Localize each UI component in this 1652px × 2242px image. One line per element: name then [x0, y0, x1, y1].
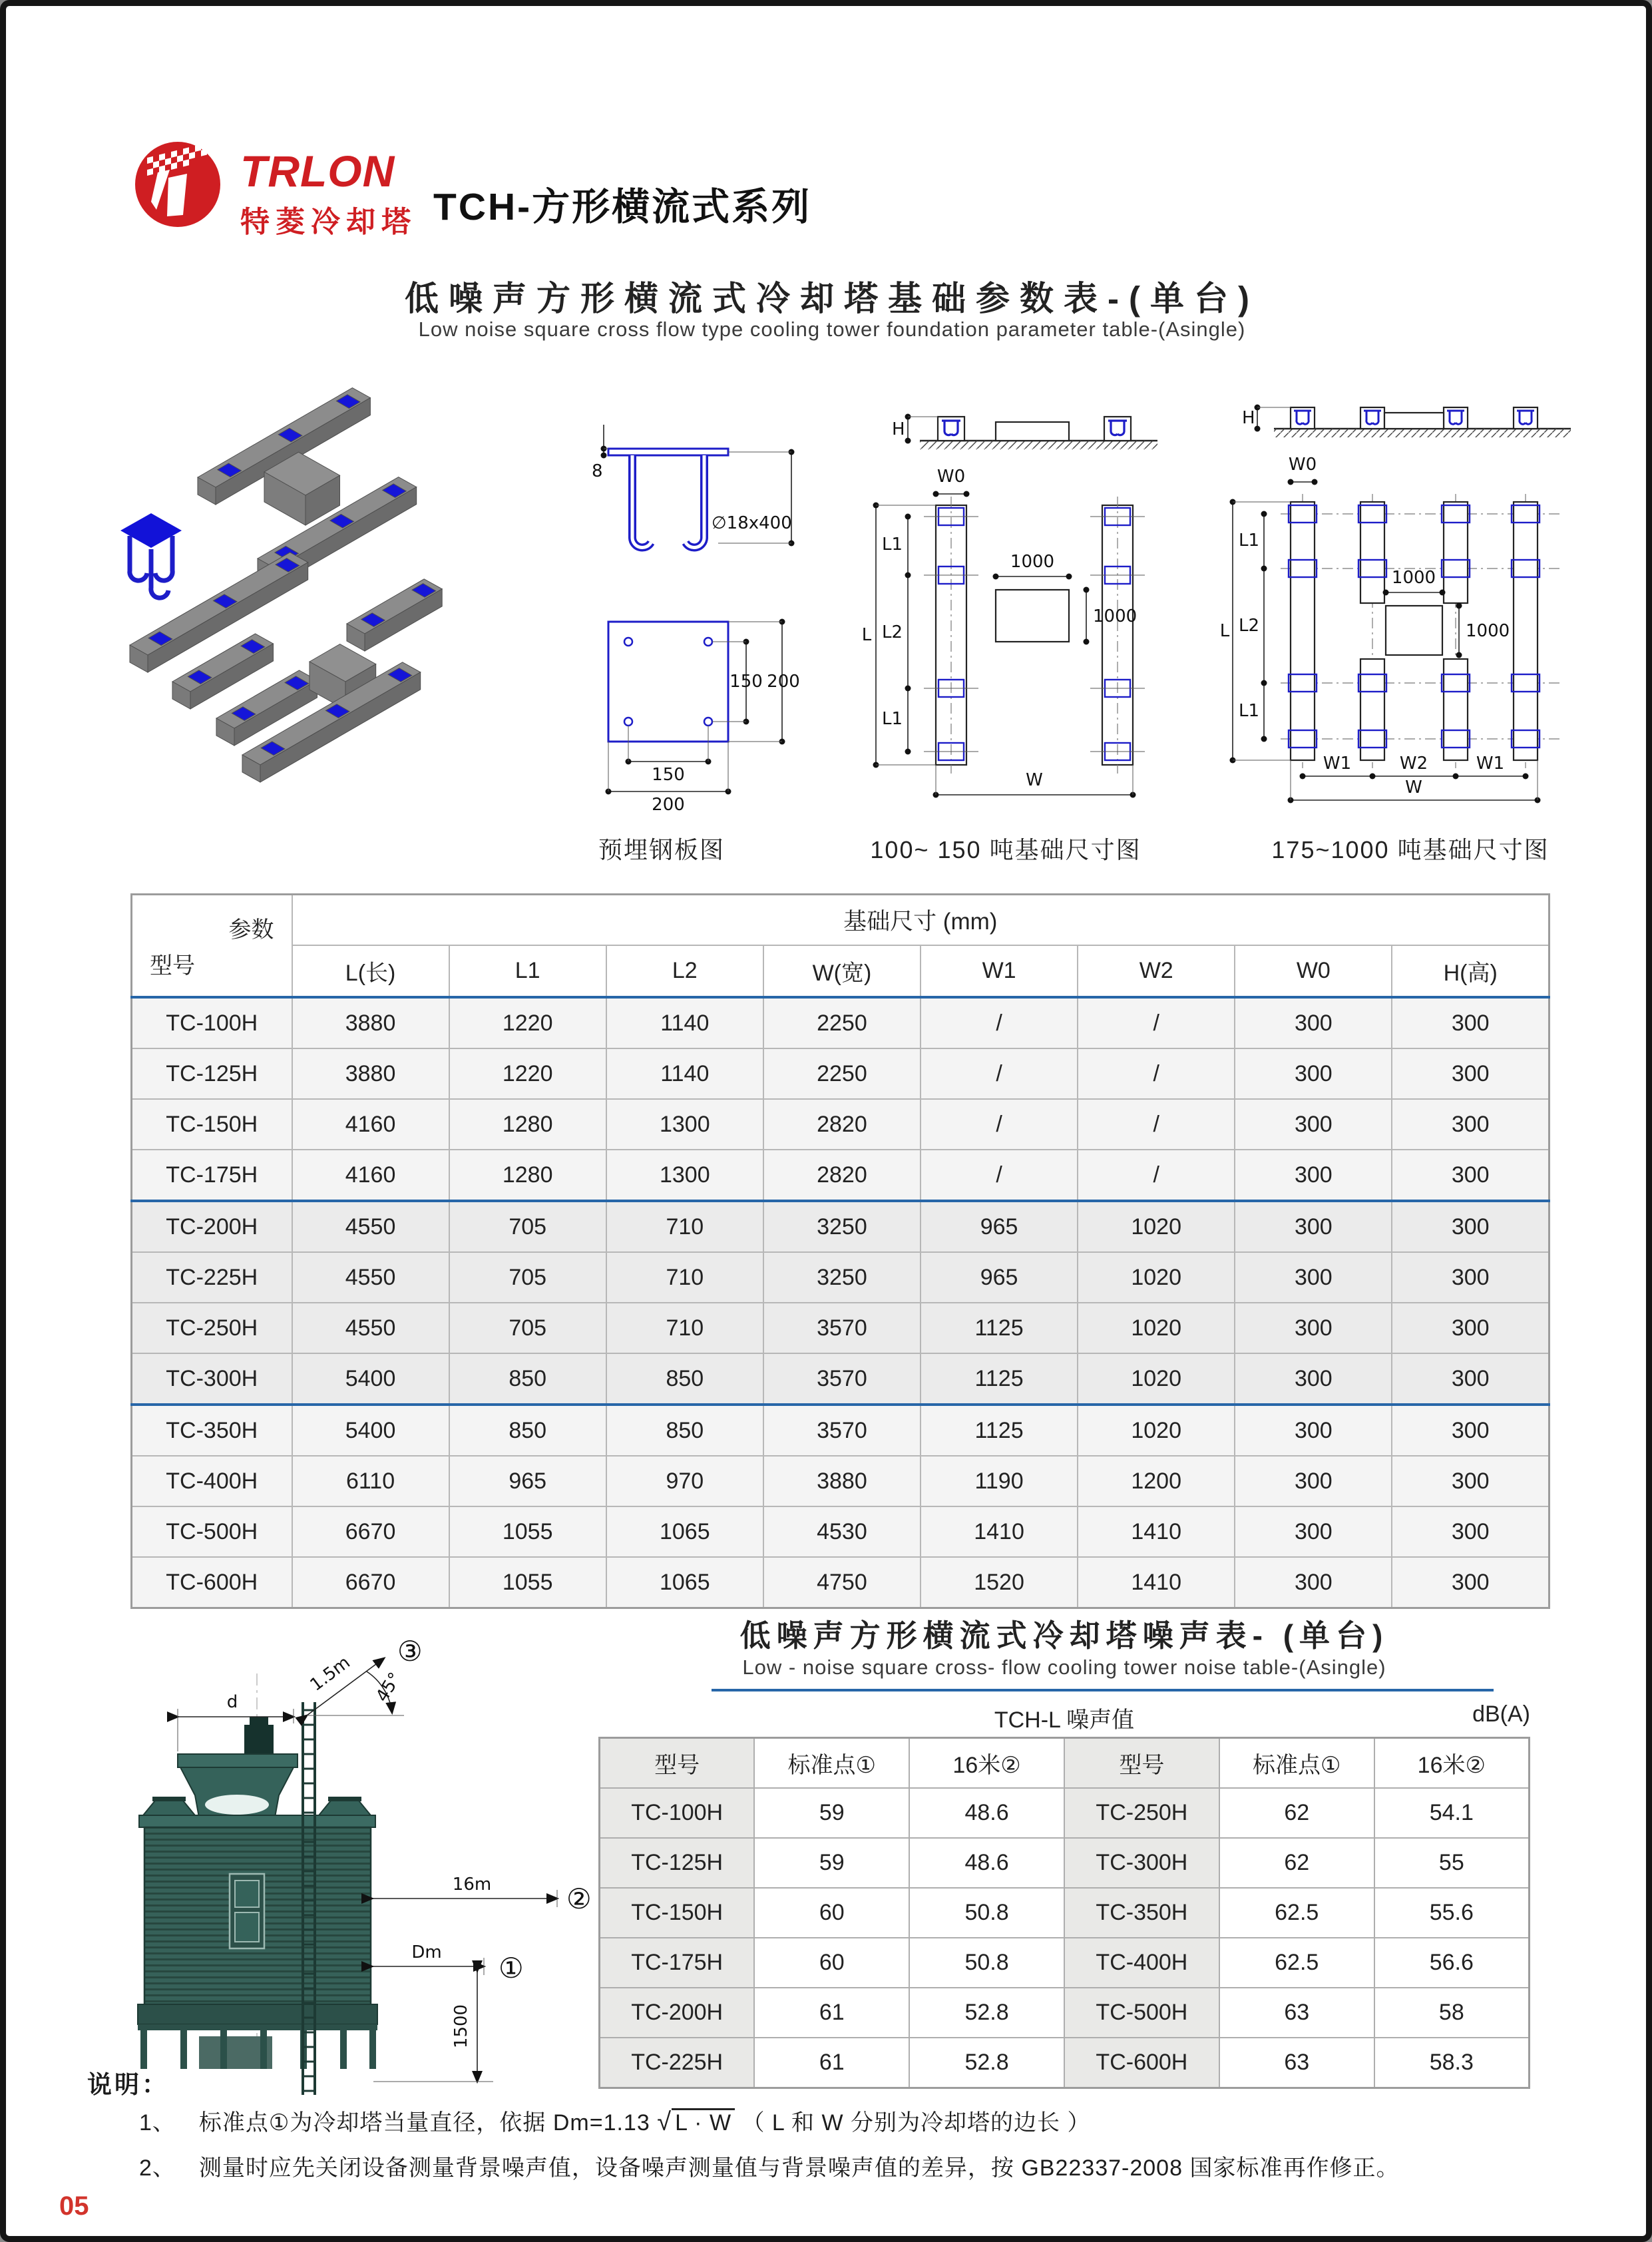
- plan-dim-150h: 150: [652, 765, 685, 785]
- point-2-marker: ②: [566, 1883, 592, 1915]
- dim-16m: 16m: [452, 1875, 492, 1895]
- caption-175-1000t: 175~1000 吨基础尺寸图: [1271, 836, 1549, 863]
- dim-l1: L1: [1238, 531, 1259, 551]
- dim-l1: L1: [881, 535, 903, 555]
- model-cell: TC-400H: [132, 1456, 292, 1506]
- corner-top-label: 参数: [228, 917, 274, 943]
- model-cell: TC-225H: [132, 1252, 292, 1303]
- table-row: TC-250H 4550 705 710 3570 1125 1020 300 300: [132, 1303, 1549, 1353]
- caption-100-150t: 100~ 150 吨基础尺寸图: [870, 836, 1141, 863]
- dim-l: L: [1219, 621, 1230, 641]
- column-header-row: L(长) L1 L2 W(宽) W1 W2 W0 H(高): [132, 945, 1549, 997]
- page-number: 05: [59, 2191, 89, 2221]
- brand-name: TRLON: [240, 146, 395, 196]
- foundation-table: [130, 893, 1550, 1609]
- table-row: TC-150H 60 50.8 TC-350H 62.5 55.6: [600, 1888, 1530, 1938]
- dim-1000h: 1000: [1093, 606, 1137, 626]
- notes-heading: 说明：: [87, 2071, 169, 2098]
- dim-l: L: [861, 625, 872, 645]
- model-cell: TC-600H: [132, 1557, 292, 1608]
- dim-l1b: L1: [881, 709, 903, 729]
- table-row: TC-400H 6110 965 970 3880 1190 1200 300 300: [132, 1456, 1549, 1506]
- dim-l1b: L1: [1238, 701, 1259, 721]
- table-row: TC-125H 59 48.6 TC-300H 62 55: [600, 1838, 1530, 1888]
- caption-embedded-plate: 预埋钢板图: [598, 836, 725, 863]
- foundation-title-cn: 低噪声方形横流式冷却塔基础参数表-(单台): [405, 280, 1259, 318]
- foundation-title-en: Low noise square cross flow type cooling tower foundation parameter table-(Asingle): [418, 318, 1246, 341]
- table-row: TC-100H 59 48.6 TC-250H 62 54.1: [600, 1788, 1530, 1838]
- brand-subtitle: 特菱冷却塔: [240, 206, 417, 238]
- anchor-bolt-label: ∅18x400: [712, 513, 792, 533]
- corner-bottom-label: 型号: [150, 953, 195, 979]
- embedded-plate-diagram: [572, 402, 811, 815]
- noise-title-underline: [712, 1689, 1494, 1691]
- plate-thickness-label: 8: [592, 461, 603, 481]
- table-row: TC-200H 61 52.8 TC-500H 63 58: [600, 1988, 1530, 2038]
- foundation-175-1000t-diagram: [1201, 369, 1580, 815]
- dim-w0: W0: [1288, 455, 1317, 475]
- sqrt-symbol: √: [657, 2108, 672, 2136]
- model-cell: TC-175H: [132, 1150, 292, 1201]
- dim-1000w: 1000: [1391, 568, 1436, 588]
- dim-w: W: [1405, 778, 1422, 797]
- table-row: TC-150H 4160 1280 1300 2820 / / 300 300: [132, 1099, 1549, 1150]
- table-row: TC-225H 61 52.8 TC-600H 63 58.3: [600, 2038, 1530, 2088]
- model-cell: TC-300H: [132, 1353, 292, 1405]
- dim-w0: W0: [936, 467, 966, 487]
- dim-w2: W2: [1399, 754, 1428, 774]
- dim-d: d: [226, 1692, 238, 1712]
- noise-title-cn: 低噪声方形横流式冷却塔噪声表- (单台): [739, 1618, 1389, 1653]
- model-cell: TC-125H: [132, 1048, 292, 1099]
- point-1-marker: ①: [499, 1952, 524, 1984]
- model-cell: TC-500H: [132, 1506, 292, 1557]
- dim-w1b: W1: [1476, 754, 1505, 774]
- page-title: TCH-方形横流式系列: [433, 186, 812, 228]
- dim-1000h: 1000: [1466, 621, 1510, 641]
- table-row: TC-300H 5400 850 850 3570 1125 1020 300 300: [132, 1353, 1549, 1405]
- noise-table: [598, 1737, 1530, 2089]
- table-row: TC-225H 4550 705 710 3250 965 1020 300 300: [132, 1252, 1549, 1303]
- dim-h: H: [1242, 408, 1255, 428]
- dim-1500: 1500: [451, 2004, 471, 2049]
- noise-header-row: 型号 标准点① 16米② 型号 标准点① 16米②: [600, 1738, 1530, 1789]
- dim-h: H: [892, 419, 905, 439]
- table-row: TC-175H 4160 1280 1300 2820 / / 300 300: [132, 1150, 1549, 1201]
- model-cell: TC-350H: [132, 1405, 292, 1456]
- table-row: TC-500H 6670 1055 1065 4530 1410 1410 300 300: [132, 1506, 1549, 1557]
- noise-unit-label: dB(A): [1472, 1701, 1530, 1727]
- model-cell: TC-200H: [132, 1201, 292, 1252]
- dim-w1: W1: [1323, 754, 1352, 774]
- dim-l2: L2: [1238, 616, 1259, 636]
- dim-45deg: 45°: [372, 1669, 406, 1706]
- foundation-100-150t-diagram: [841, 369, 1181, 815]
- table-row: TC-600H 6670 1055 1065 4750 1520 1410 300 300: [132, 1557, 1549, 1608]
- plan-dim-200v: 200: [767, 672, 800, 692]
- noise-title-en: Low - noise square cross- flow cooling tower noise table-(Asingle): [742, 1656, 1386, 1679]
- trlon-logo-icon: [131, 138, 224, 231]
- point-3-marker: ③: [397, 1637, 423, 1668]
- note-item-1: 1、 标准点①为冷却塔当量直径，依据 Dm=1.13 √ L · W （ L 和 W 分别为冷却塔的边长 ）: [139, 2108, 1091, 2136]
- model-cell: TC-100H: [132, 997, 292, 1048]
- table-row: TC-350H 5400 850 850 3570 1125 1020 300 300: [132, 1405, 1549, 1456]
- table-row: TC-200H 4550 705 710 3250 965 1020 300 300: [132, 1201, 1549, 1252]
- dim-1-5m: 1.5m: [306, 1652, 354, 1695]
- group-header: 基础尺寸 (mm): [292, 895, 1549, 946]
- table-row: TC-100H 3880 1220 1140 2250 / / 300 300: [132, 997, 1549, 1048]
- dim-dm: Dm: [411, 1942, 442, 1962]
- model-cell: TC-250H: [132, 1303, 292, 1353]
- dim-l2: L2: [881, 622, 903, 642]
- table-row: TC-125H 3880 1220 1140 2250 / / 300 300: [132, 1048, 1549, 1099]
- plan-dim-200h: 200: [652, 795, 685, 815]
- corner-cell: [132, 895, 292, 998]
- model-cell: TC-150H: [132, 1099, 292, 1150]
- foundation-isometric-illustration: [86, 359, 552, 838]
- cooling-tower-noise-diagram: [99, 1637, 605, 2103]
- noise-table-label: TCH-L 噪声值: [994, 1707, 1135, 1733]
- dim-1000w: 1000: [1010, 552, 1055, 572]
- radicand: L · W: [672, 2108, 735, 2135]
- note-item-2: 2、 测量时应先关闭设备测量背景噪声值，设备噪声测量值与背景噪声值的差异，按 GB22337-2008 国家标准再作修正。: [139, 2155, 1400, 2181]
- plan-dim-150v: 150: [729, 672, 763, 692]
- dim-w: W: [1026, 770, 1043, 790]
- table-row: TC-175H 60 50.8 TC-400H 62.5 56.6: [600, 1938, 1530, 1988]
